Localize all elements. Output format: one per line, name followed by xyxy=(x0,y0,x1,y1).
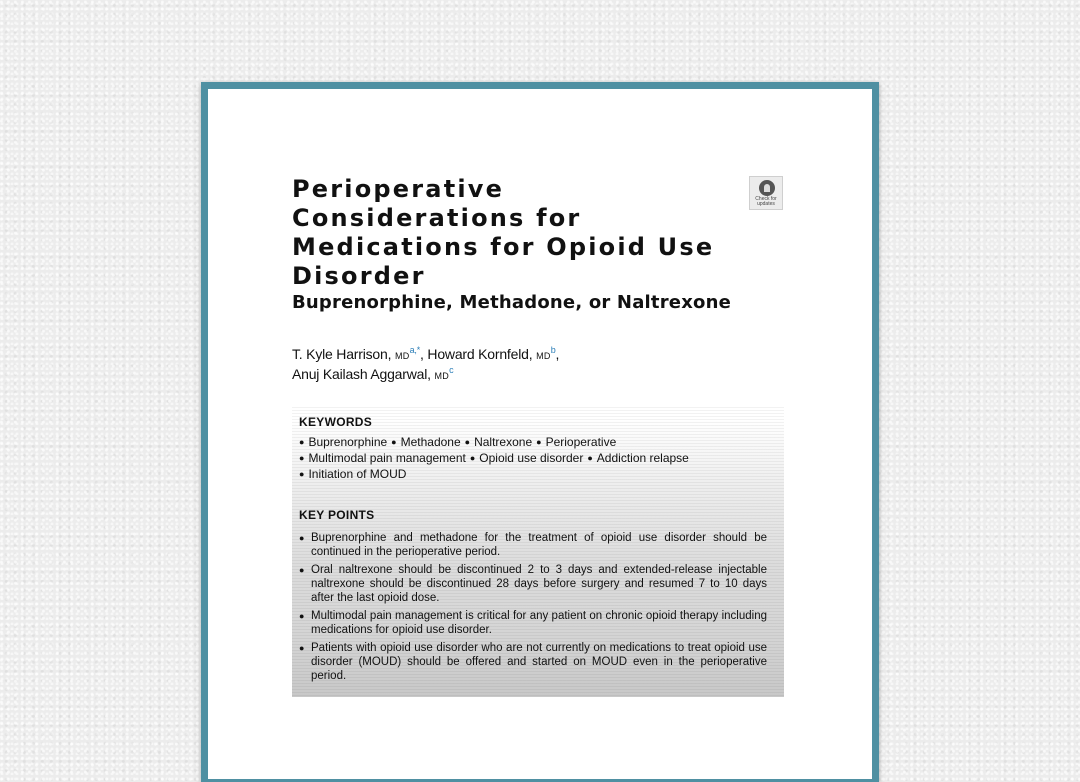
keyword-list xyxy=(299,435,689,483)
author-affiliation[interactable]: c xyxy=(449,365,454,375)
key-point-item xyxy=(299,563,767,605)
author-line-2 xyxy=(292,365,559,385)
author-name: Anuj Kailash Aggarwal, xyxy=(292,366,435,382)
bullet-icon: ● xyxy=(299,565,305,575)
key-point-text: Oral naltrexone should be discontinued 2 to 3 days and extended-release injectable naltrexone should be discontinued 28 days before surgery and resumed 7 to 10 days after the last opioid dose. xyxy=(311,564,767,604)
keyword: Buprenorphine xyxy=(308,435,388,449)
bullet-icon: ● xyxy=(299,643,305,653)
author-affiliation[interactable]: a,* xyxy=(409,345,421,355)
article-title: Perioperative Considerations for Medications for Opioid Use Disorder xyxy=(292,175,715,290)
key-point-text: Patients with opioid use disorder who are not currently on medications to treat opioid use disorder (MOUD) should be offered and started on MOUD even in the perioperative period. xyxy=(311,642,767,682)
bullet-icon: ● xyxy=(464,437,471,447)
bullet-icon: ● xyxy=(299,453,305,463)
keyword-line xyxy=(299,435,689,451)
keyword: Methadone xyxy=(400,435,461,449)
keyword: Perioperative xyxy=(545,435,617,449)
bullet-icon: ● xyxy=(299,469,305,479)
crossmark-label: Check for updates xyxy=(755,196,777,207)
key-points-list xyxy=(299,531,767,687)
key-point-item xyxy=(299,531,767,559)
bullet-icon: ● xyxy=(587,453,593,463)
key-point-text: Buprenorphine and methadone for the treatment of opioid use disorder should be continued in the perioperative period. xyxy=(311,532,767,558)
keyword: Initiation of MOUD xyxy=(308,467,407,481)
author-degree: MD xyxy=(536,351,551,361)
bullet-icon: ● xyxy=(469,453,476,463)
author-line-1 xyxy=(292,345,559,365)
crossmark-icon xyxy=(759,180,775,196)
keyword: Opioid use disorder xyxy=(479,451,584,465)
page-frame xyxy=(201,82,879,782)
keyword: Multimodal pain management xyxy=(308,451,466,465)
keyword: Addiction relapse xyxy=(596,451,689,465)
author-name: Howard Kornfeld, xyxy=(427,346,537,362)
key-point-item xyxy=(299,609,767,637)
bullet-icon: ● xyxy=(299,437,305,447)
key-point-text: Multimodal pain management is critical for any patient on chronic opioid therapy including medications for opioid use disorder. xyxy=(311,610,767,636)
keyword: Naltrexone xyxy=(474,435,533,449)
key-points-heading: KEY POINTS xyxy=(299,508,375,522)
author-affiliation[interactable]: b xyxy=(550,345,556,355)
author-list xyxy=(292,345,559,385)
key-point-item xyxy=(299,641,767,683)
author-degree: MD xyxy=(395,351,410,361)
keyword-line xyxy=(299,451,689,467)
keywords-keypoints-box xyxy=(292,405,784,697)
article-page xyxy=(208,89,872,779)
author-name: T. Kyle Harrison, xyxy=(292,346,395,362)
keyword-line xyxy=(299,467,689,483)
crossmark-badge[interactable] xyxy=(749,176,783,210)
bullet-icon: ● xyxy=(536,437,542,447)
article-subtitle: Buprenorphine, Methadone, or Naltrexone xyxy=(292,292,732,313)
bullet-icon: ● xyxy=(299,533,305,543)
keywords-heading: KEYWORDS xyxy=(299,415,373,429)
bullet-icon: ● xyxy=(391,437,397,447)
author-degree: MD xyxy=(434,371,450,381)
author-separator: , xyxy=(555,346,560,362)
author-separator: , xyxy=(420,346,428,362)
bullet-icon: ● xyxy=(299,611,305,621)
